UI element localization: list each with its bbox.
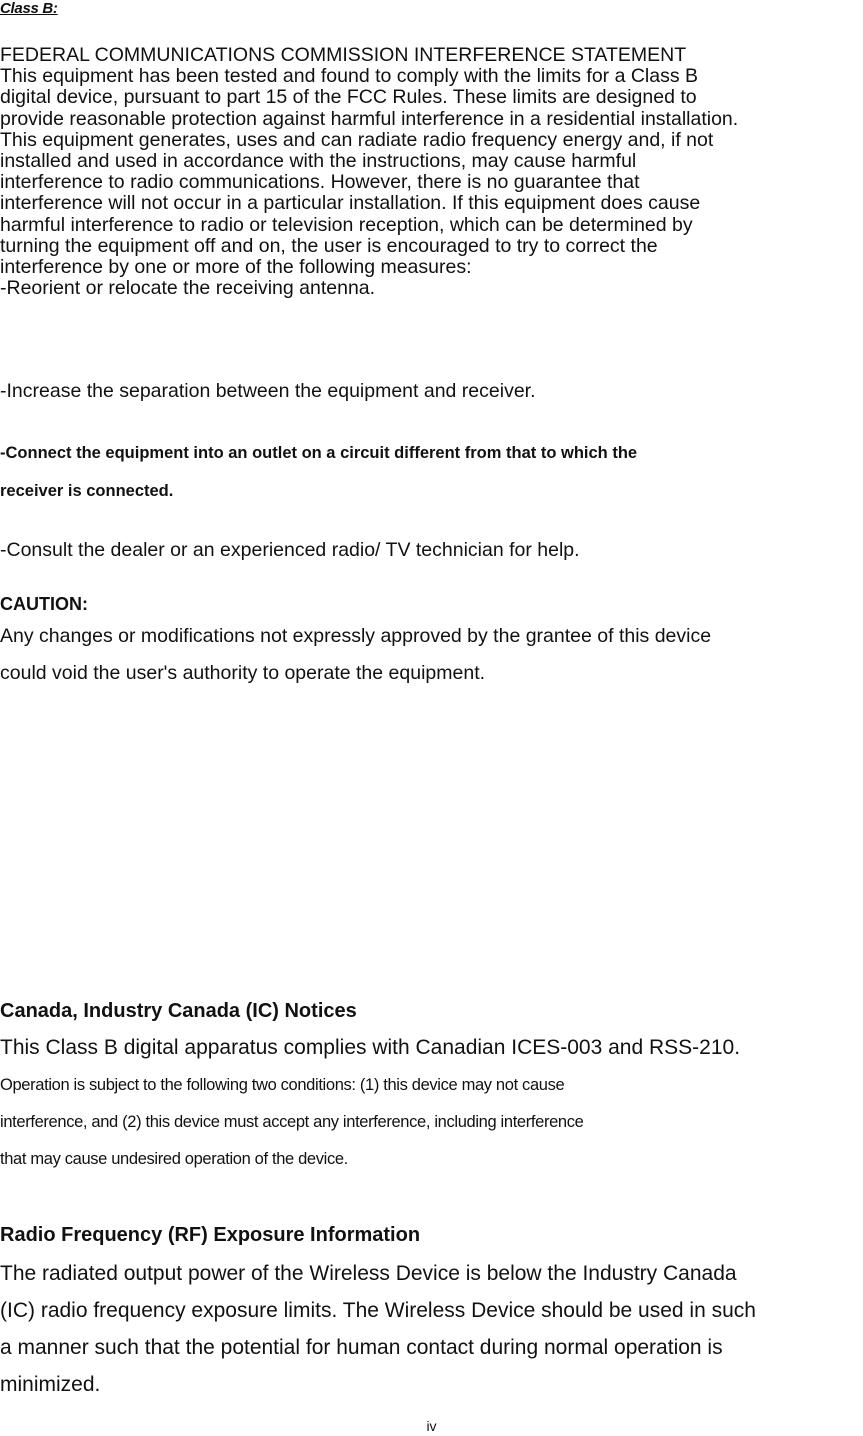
rf-exposure-heading: Radio Frequency (RF) Exposure Information (0, 1224, 421, 1246)
rf-line-3: a manner such that the potential for human contact during normal operation is (0, 1336, 723, 1359)
canada-operation-line-2: interference, and (2) this device must accept any interference, including interference (0, 1113, 584, 1131)
fcc-line: provide reasonable protection against harmful interference in a residential installation. (0, 107, 739, 130)
fcc-line: interference will not occur in a particular installation. If this equipment does cause (0, 192, 701, 215)
rf-line-1: The radiated output power of the Wireless Device is below the Industry Canada (0, 1262, 737, 1285)
measure-reorient: -Reorient or relocate the receiving antenna. (0, 277, 376, 300)
fcc-line: harmful interference to radio or television reception, which can be determined by (0, 213, 693, 236)
fcc-statement-title: FEDERAL COMMUNICATIONS COMMISSION INTERFERENCE STATEMENT (0, 44, 687, 66)
fcc-line: turning the equipment off and on, the user is encouraged to try to correct the (0, 234, 658, 257)
fcc-line: This equipment has been tested and found to comply with the limits for a Class B (0, 65, 699, 88)
caution-line-1: Any changes or modifications not expressly approved by the grantee of this device (0, 625, 712, 647)
canada-operation-line-1: Operation is subject to the following two conditions: (1) this device may not cause (0, 1076, 565, 1094)
fcc-line: installed and used in accordance with the instructions, may cause harmful (0, 150, 637, 173)
rf-line-2: (IC) radio frequency exposure limits. The Wireless Device should be used in such (0, 1299, 756, 1322)
measure-outlet-line-1: -Connect the equipment into an outlet on a circuit different from that to which the (0, 444, 638, 462)
measure-outlet-line-2: receiver is connected. (0, 482, 174, 500)
rf-line-4: minimized. (0, 1373, 101, 1396)
caution-line-2: could void the user's authority to operate the equipment. (0, 662, 486, 684)
canada-operation-line-3: that may cause undesired operation of the device. (0, 1150, 348, 1168)
fcc-line: This equipment generates, uses and can radiate radio frequency energy and, if not (0, 128, 714, 151)
fcc-line: interference to radio communications. However, there is no guarantee that (0, 171, 640, 194)
caution-heading: CAUTION: (0, 594, 88, 614)
canada-compliance-line: This Class B digital apparatus complies with Canadian ICES-003 and RSS-210. (0, 1036, 741, 1059)
measure-separation: -Increase the separation between the equipment and receiver. (0, 380, 536, 402)
class-b-heading: Class B: (0, 0, 58, 17)
measure-consult: -Consult the dealer or an experienced radio/ TV technician for help. (0, 539, 580, 561)
fcc-statement (0, 45, 738, 299)
canada-heading: Canada, Industry Canada (IC) Notices (0, 1000, 357, 1022)
page-number: iv (426, 1418, 437, 1434)
fcc-line: digital device, pursuant to part 15 of the FCC Rules. These limits are designed to (0, 86, 697, 109)
fcc-line: interference by one or more of the following measures: (0, 256, 472, 279)
